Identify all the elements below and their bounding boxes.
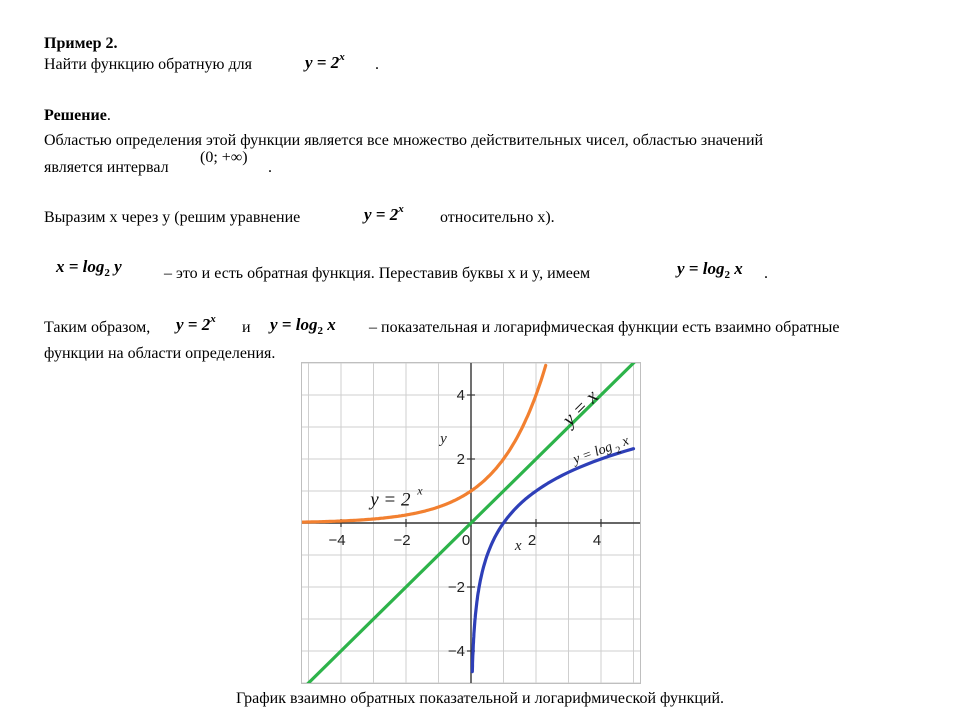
task-text: Найти функцию обратную для (44, 56, 252, 73)
x-tick-label: −2 (393, 532, 411, 549)
log-label-base: y = log (571, 439, 615, 468)
log-label-var: x (620, 433, 632, 450)
para3-formula2 (677, 258, 743, 280)
y-tick-label: 2 (456, 451, 465, 468)
function-graph (301, 362, 641, 684)
para4-formula2 (270, 314, 336, 336)
para3-formula-sub: 2 (104, 267, 110, 279)
para2-formula (364, 204, 404, 226)
para4-formula2-var: x (327, 315, 336, 334)
x-tick-label: 2 (527, 532, 537, 549)
function-graph-svg (302, 363, 640, 683)
task-formula-base: y = 2 (305, 53, 340, 72)
para3-formula2-sub: 2 (724, 269, 730, 281)
solution-title: Решение (44, 107, 107, 124)
x-tick-label: −4 (328, 532, 346, 549)
para3-end: . (764, 265, 768, 282)
solution-heading (44, 106, 111, 126)
example-title: Пример 2. (44, 35, 118, 52)
para4-formula2-left: y = log (270, 315, 318, 334)
para4-text-b: – показательная и логарифмическая функции есть взаимно обратные (369, 319, 840, 336)
x-tick-label: 4 (592, 532, 602, 549)
para3-formula-var: y (114, 257, 122, 276)
y-tick-label: 4 (456, 387, 465, 404)
para4-line2: функции на области определения. (44, 345, 276, 362)
para3-formula2-var: x (734, 259, 743, 278)
para4-formula1 (176, 314, 216, 336)
task-formula-exp: x (339, 51, 345, 63)
para1-line2: является интервал (44, 159, 169, 176)
exp-curve-label-exp: x (417, 483, 423, 498)
para2-formula-base: y = 2 (364, 205, 399, 224)
log-curve (472, 449, 633, 672)
para4-formula2-sub: 2 (317, 325, 323, 337)
para3-text: – это и есть обратная функция. Переставив буквы x и y, имеем (164, 265, 591, 282)
y-tick-label: −2 (447, 579, 465, 596)
task-end: . (375, 56, 379, 73)
solution-title-dot: . (106, 107, 111, 124)
figure-caption: График взаимно обратных показательной и логарифмической функций. (235, 690, 725, 707)
log-label-sub: 2 (614, 444, 623, 457)
para3-formula-left: x = log (56, 257, 105, 276)
y-tick-label: −4 (447, 643, 465, 660)
interval-formula: (0; +∞) (200, 149, 248, 166)
para2-text-a: Выразим x через y (решим уравнение (44, 209, 301, 226)
identity-line-label: y = x (558, 385, 603, 431)
task-formula (305, 52, 345, 74)
para4-and: и (242, 319, 251, 336)
exp-curve (302, 365, 546, 522)
para1-line1: Областью определения этой функции является все множество действительных чисел, областью значений (44, 132, 764, 149)
para4-formula1-exp: x (210, 313, 216, 325)
para1-end: . (268, 159, 272, 176)
para3-formula2-left: y = log (677, 259, 725, 278)
y-axis-label: y (440, 431, 447, 447)
x-tick-label: 0 (461, 532, 471, 549)
x-axis-label: x (514, 538, 522, 555)
exp-curve-label: y = 2 (370, 489, 411, 511)
para2-formula-exp: x (398, 203, 404, 215)
para4-text-a: Таким образом, (44, 319, 151, 336)
para3-formula (56, 256, 122, 278)
para4-formula1-base: y = 2 (176, 315, 211, 334)
para2-text-b: относительно x). (440, 209, 555, 226)
